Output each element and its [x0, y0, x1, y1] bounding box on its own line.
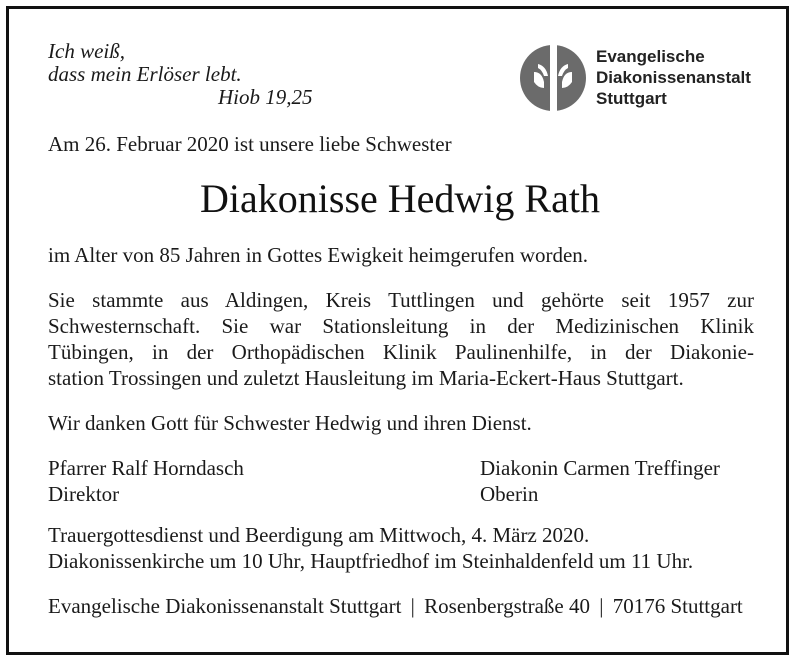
footer-city: 70176 Stuttgart [612, 594, 743, 618]
signature-right-role: Oberin [480, 482, 539, 506]
logo-line-3: Stuttgart [596, 89, 667, 108]
footer-address [48, 593, 743, 619]
signature-left-name: Pfarrer Ralf Horndasch [48, 456, 244, 480]
thanks-text: Wir danken Gott für Schwester Hedwig und ihren Dienst. [48, 411, 532, 435]
service-line-1: Trauergottesdienst und Beerdigung am Mittwoch, 4. März 2020. [48, 523, 590, 547]
motto-reference: Hiob 19,25 [218, 85, 313, 109]
footer-street: Rosenbergstraße 40 [424, 594, 590, 618]
motto-line-1: Ich weiß, [48, 39, 125, 63]
service-line-2: Diakonissenkirche um 10 Uhr, Hauptfriedhof im Steinhaldenfeld um 11 Uhr. [48, 549, 694, 573]
age-text: im Alter von 85 Jahren in Gottes Ewigkeit heimgerufen worden. [48, 243, 589, 267]
logo-line-1: Evangelische [596, 47, 705, 66]
logo-line-2: Diakonissenanstalt [596, 68, 751, 87]
bio-line: Sie stammte aus Aldingen, Kreis Tuttlingen und gehörte seit 1957 zur [48, 288, 754, 312]
signature-left-role: Direktor [48, 482, 120, 506]
bio-line: Tübingen, in der Orthopädischen Klinik Paulinenhilfe, in der Diakonie- [48, 340, 754, 364]
footer-separator: | [410, 594, 415, 618]
intro-text: Am 26. Februar 2020 ist unsere liebe Schwester [48, 132, 452, 156]
deceased-name: Diakonisse Hedwig Rath [200, 176, 600, 221]
signature-right-name: Diakonin Carmen Treffinger [480, 456, 720, 480]
footer-separator: | [599, 594, 604, 618]
motto-line-2: dass mein Erlöser lebt. [48, 62, 242, 86]
bible-motto [48, 40, 313, 109]
biography [48, 287, 754, 391]
bio-line: Schwesternschaft. Sie war Stationsleitung in der Medizinischen Klinik [48, 314, 754, 338]
footer-org: Evangelische Diakonissenanstalt Stuttgart [48, 594, 402, 618]
bio-line: station Trossingen und zuletzt Hausleitung im Maria-Eckert-Haus Stuttgart. [48, 366, 684, 390]
organization-logo [520, 42, 760, 116]
diakonie-cross-icon [520, 42, 590, 116]
